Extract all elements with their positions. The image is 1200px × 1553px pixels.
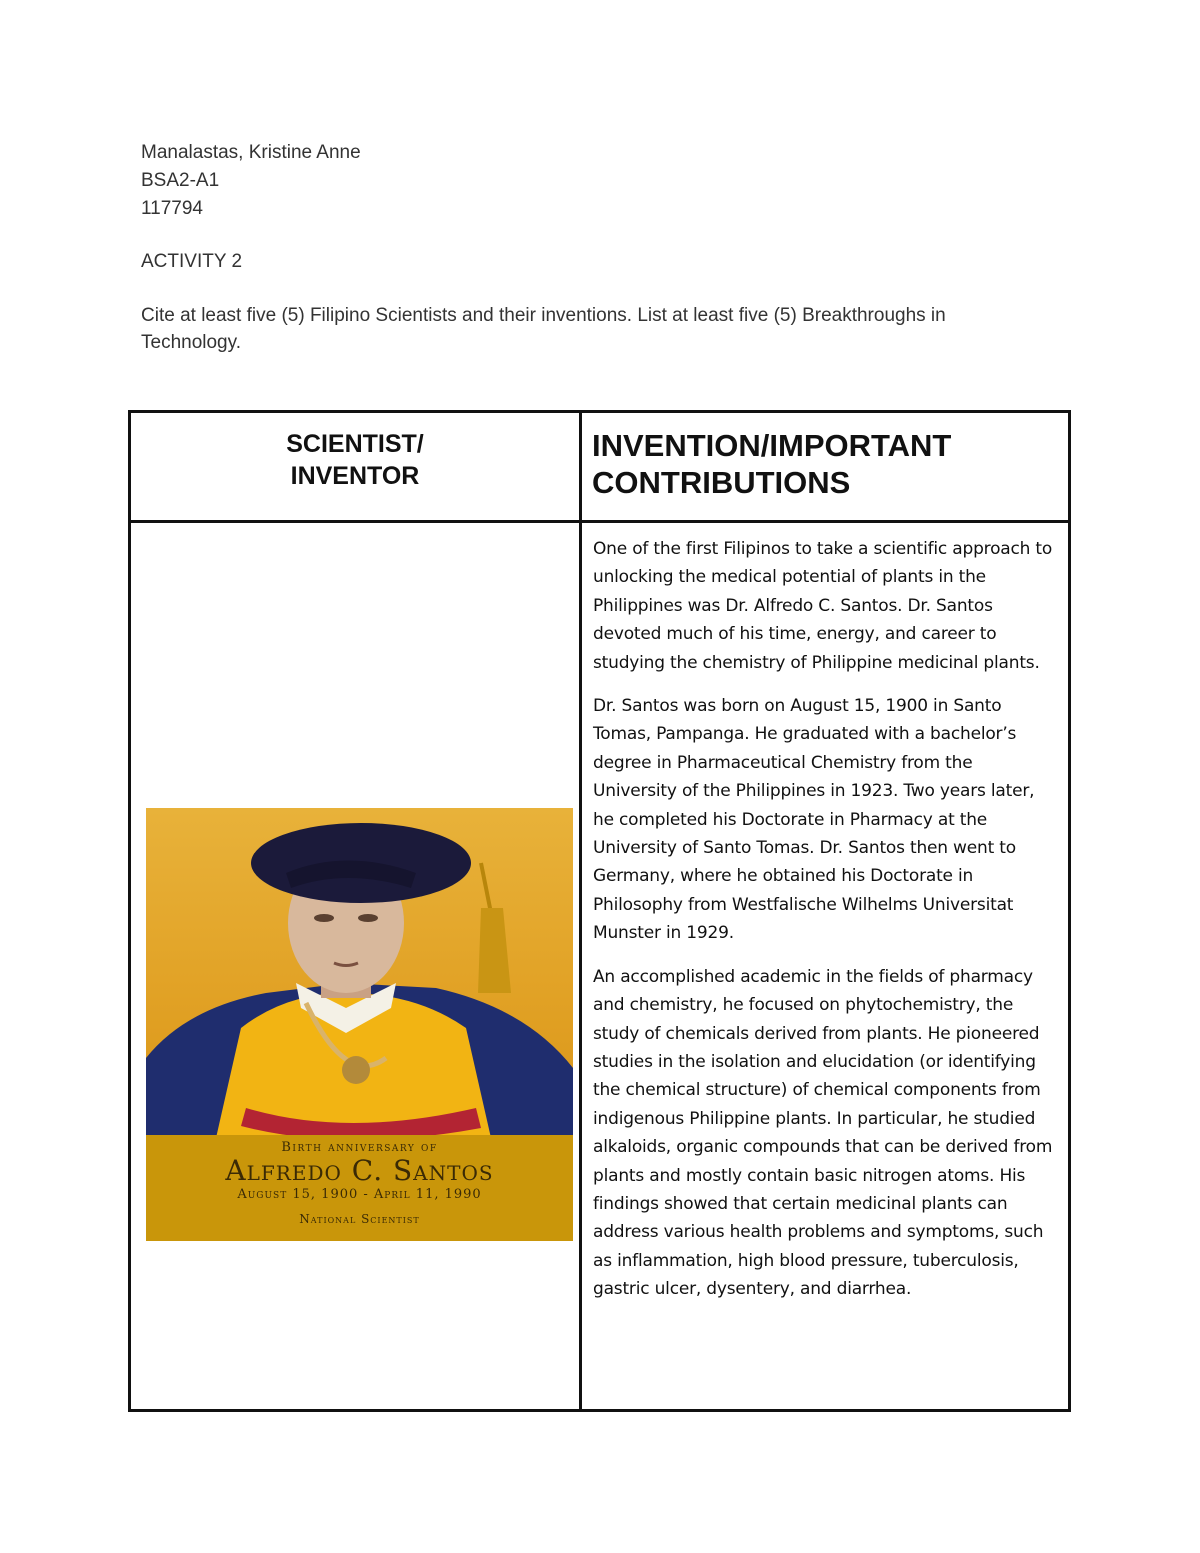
scientist-portrait-image	[146, 808, 573, 1241]
header-scientist-line2: INVENTOR	[290, 462, 420, 490]
header-scientist-line1: SCIENTIST/	[286, 430, 424, 458]
portrait-banner	[146, 1135, 573, 1241]
table-row	[130, 522, 1070, 1411]
portrait-illustration	[146, 808, 573, 1138]
scientist-cell	[130, 522, 581, 1411]
header-scientist	[130, 412, 581, 522]
contribution-paragraph: An accomplished academic in the fields of pharmacy and chemistry, he focused on phytochemistry, the study of chemicals derived from plants. He pioneered studies in the isolation and elucidation (or identifying the chemical structure) of chemical components from indigenous Philippine plants. In particular, he studied alkaloids, organic compounds that can be derived from plants and mostly contain basic nitrogen atoms. His findings showed that certain medicinal plants can address various health problems and symptoms, such as inflammation, high blood pressure, tuberculosis, gastric ulcer, dysentery, and diarrhea.	[593, 966, 1053, 1300]
header-contributions: INVENTION/IMPORTANT CONTRIBUTIONS	[581, 412, 1070, 522]
activity-instructions: Cite at least five (5) Filipino Scientists and their inventions. List at least five (5) Breakthroughs in Technology.	[141, 305, 946, 353]
student-section: BSA2-A1	[141, 170, 220, 191]
banner-title: National Scientist	[299, 1212, 420, 1226]
contribution-paragraph: One of the first Filipinos to take a scientific approach to unlocking the medical potential of plants in the Philippines was Dr. Alfredo C. Santos. Dr. Santos devoted much of his time, energy, and career to studying the chemistry of Philippine medicinal plants.	[593, 539, 1053, 673]
contributions-cell	[581, 522, 1070, 1411]
banner-name: Alfredo C. Santos	[225, 1154, 494, 1187]
table-header-row	[130, 412, 1070, 522]
student-id: 117794	[141, 198, 203, 219]
banner-subtitle: Birth anniversary of	[281, 1140, 438, 1155]
student-name: Manalastas, Kristine Anne	[141, 142, 361, 163]
scientist-table	[128, 410, 1071, 1412]
banner-dates: August 15, 1900 - April 11, 1990	[237, 1187, 482, 1202]
activity-title: ACTIVITY 2	[141, 251, 243, 272]
contribution-paragraph: Dr. Santos was born on August 15, 1900 in Santo Tomas, Pampanga. He graduated with a bachelor’s degree in Pharmaceutical Chemistry from the University of the Philippines in 1923. Two years later, he completed his Doctorate in Pharmacy at the University of Santo Tomas. Dr. Santos then went to Germany, where he obtained his Doctorate in Philosophy from Westfalische Wilhelms Universitat Munster in 1929.	[593, 696, 1035, 944]
